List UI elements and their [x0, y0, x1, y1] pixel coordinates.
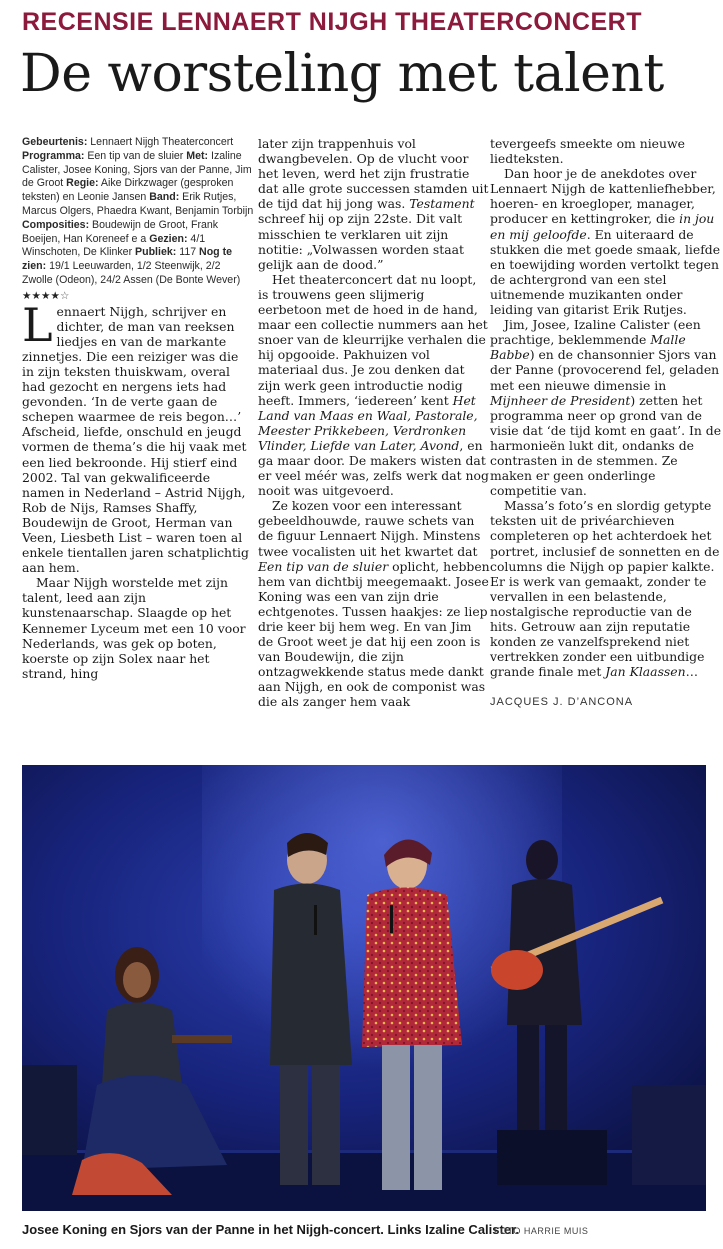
fact-label: Composities: — [22, 218, 90, 231]
paragraph — [258, 272, 490, 498]
star-full-icon: ★★★★ — [22, 289, 60, 302]
paragraph — [490, 317, 722, 498]
byline: JACQUES J. D’ANCONA — [490, 696, 634, 709]
song-title: Jan Klaassen — [605, 664, 686, 680]
drop-cap: L — [22, 297, 53, 352]
article-column-3 — [490, 136, 722, 710]
fact-label: Programma: — [22, 149, 85, 162]
photo-credit: FOTO HARRIE MUIS — [494, 1226, 589, 1236]
paragraph-text: . En uiteraard de stukken die met goede smaak, liefde en toewijding worden vertolkt tegen de achtergrond van een stel uitnemende muzikanten onder leiding van gitarist Erik Rutjes. — [490, 226, 721, 318]
song-titles: Het Land van Maas en Waal, Pastorale, Meester Prikkebeen, Verdronken Vlinder, Liefde van Later, Avond — [258, 392, 478, 453]
fact-value: 19/1 Leeuwarden, 1/2 Steenwijk, 2/2 Zwolle (Odeon), 24/2 Assen (De Bonte Wever) — [22, 260, 241, 286]
fact-value: 117 — [176, 246, 200, 259]
fact-value: Erik Rutjes, Marcus Olgers, Phaedra Kwant, Benjamin Torbijn — [22, 191, 254, 217]
fact-value: Boudewijn de Groot, Frank Boeijen, Han Koreneef e a — [22, 218, 219, 245]
article-column-2 — [258, 136, 490, 710]
paragraph: Maar Nijgh worstelde met zijn talent, leed aan zijn kunstenaarschap. Slaagde op het Kennemer Lyceum met een 10 voor Nederlands, was gek op boten, koerste op zijn Solex naar het strand, hing — [22, 575, 246, 681]
concert-photo — [22, 765, 706, 1211]
paragraph-text: ennaert Nijgh, schrijver en dichter, de man van reeksen liedjes en van de markante zinnetjes. Die een reiziger was die in zijn teksten thuiskwam, overal had gezocht en nergens iets had gevonden. ‘In de verte gaan de schepen waarmee de reis begon…’ Afscheid, liefde, onschuld en jeugd vormen de thema’s die hij vaak met een lied bekroonde. Hij stierf eind 2002. Tal van gekwalificeerde namen in Nederland – Astrid Nijgh, Rob de Nijs, Ramses Shaffy, Boudewijn de Groot, Herman van Veen, Liesbeth List – waren toen al enkele tientallen jaren schatplichtig aan hem. — [22, 303, 249, 576]
fact-label: Met: — [186, 149, 209, 162]
fact-label: Band: — [149, 191, 180, 204]
paragraph — [22, 297, 254, 576]
paragraph-text: Massa’s foto’s en slordig getypte teksten uit de privéarchieven completeren op het achterdoek het portret, inclusief de sonnetten en de columns die Nijgh op papier kalkte. Er is werk van gemaakt, zonder te vervallen in een belastende, nostalgische reproductie van de hits. Getrouw aan zijn reputatie konden ze vanzelfsprekend niet vertrekken zonder een uitbundige grande finale met — [490, 498, 720, 680]
fact-box — [22, 136, 254, 304]
headline: De worsteling met talent — [20, 44, 664, 104]
paragraph — [258, 136, 490, 272]
stage-scene-illustration — [22, 765, 706, 1211]
song-title: Malle Babbe — [490, 332, 686, 363]
fact-label: Gezien: — [149, 232, 188, 245]
fact-value: Aike Dirkzwager (gesproken teksten) en Leonie Jansen — [22, 177, 234, 204]
fact-value: Lennaert Nijgh Theaterconcert — [87, 136, 234, 148]
section-kicker: RECENSIE LENNAERT NIJGH THEATERCONCERT — [22, 8, 642, 36]
show-title: Een tip van de sluier — [258, 558, 389, 574]
song-title: Testament — [409, 196, 475, 212]
paragraph-text: , en ga maar door. De makers wisten dat er veel méér was, zelfs werk dat nog nooit was uitgevoerd. — [258, 437, 489, 499]
paragraph-text: Dan hoor je de anekdotes over Lennaert Nijgh de kattenliefhebber, hoeren- en kroegloper, manager, producer en kettingroker, die — [490, 166, 716, 227]
paragraph-text: later zijn trappenhuis vol dwangbevelen. Op de vlucht voor het leven, werd het zijn frustratie dat alle grote successen stamden uit de tijd dat hij jong was. — [258, 136, 489, 212]
paragraph: tevergeefs smeekte om nieuwe liedteksten. — [490, 136, 685, 167]
paragraph — [490, 166, 722, 317]
paragraph-text: oplicht, hebben hem van dichtbij meegemaakt. Josee Koning was een van zijn drie echtgenotes. Tussen haakjes: ze liep drie keer bij hem weg. En van Jim de Groot weet je dat hij een zoon is van Boudewijn, die zijn ontzagwekkende status mede dankt aan Nijgh, en ook de componist was die als zanger hem vaak — [258, 558, 490, 710]
paragraph-text: schreef hij op zijn 22ste. Dit valt misschien te verklaren uit zijn notitie: „Volwassen worden staat gelijk aan de dood.” — [258, 211, 464, 272]
fact-value: Een tip van de sluier — [84, 149, 187, 162]
paragraph-text: ) zetten het programma neer op grond van de visie dat ‘de tijd komt en gaat’. In de harmonieën lukt dit, ondanks de contrasten in de stemmen. Ze maken er geen onderlinge competitie van. — [490, 392, 722, 499]
paragraph — [490, 498, 722, 679]
fact-value: 4/1 Winschoten, De Klinker — [22, 232, 206, 259]
fact-label: Nog te zien: — [22, 246, 233, 273]
article-column-1 — [22, 136, 254, 681]
song-title: in jou en mij geloofde — [490, 211, 715, 242]
paragraph — [258, 498, 490, 709]
star-empty-icon: ☆ — [60, 289, 70, 302]
fact-value: Izaline Calister, Josee Koning, Sjors van der Panne, Jim de Groot — [22, 149, 252, 190]
song-title: Mijnheer de President — [490, 392, 631, 408]
paragraph-text: Jim, Josee, Izaline Calister (een prachtige, beklemmende — [490, 317, 701, 348]
fact-label: Regie: — [66, 177, 99, 190]
paragraph-text: ) en de chansonnier Sjors van der Panne (provocerend fel, geladen met een nieuwe dimensie in — [490, 347, 720, 393]
fact-label: Gebeurtenis: — [22, 136, 88, 148]
rating-stars — [22, 290, 254, 304]
photo-caption: Josee Koning en Sjors van der Panne in het Nijgh-concert. Links Izaline Calister. — [22, 1222, 520, 1237]
paragraph-text: Ze kozen voor een interessant gebeeldhouwde, rauwe schets van de figuur Lennaert Nijgh. Minstens twee vocalisten uit het kwartet dat — [258, 498, 481, 559]
paragraph-text: … — [685, 664, 698, 680]
fact-label: Publiek: — [135, 246, 177, 259]
paragraph-text: Het theaterconcert dat nu loopt, is trouwens geen slijmerig eerbetoon met de hoed in de hand, maar een collectie nummers aan het snoer van de kleurrijke verhalen die hij opgooide. Pakhuizen vol materiaal dus. Je zou denken dat zijn werk geen introductie nodig heeft. Immers, ‘iedereen’ kent — [258, 271, 488, 408]
